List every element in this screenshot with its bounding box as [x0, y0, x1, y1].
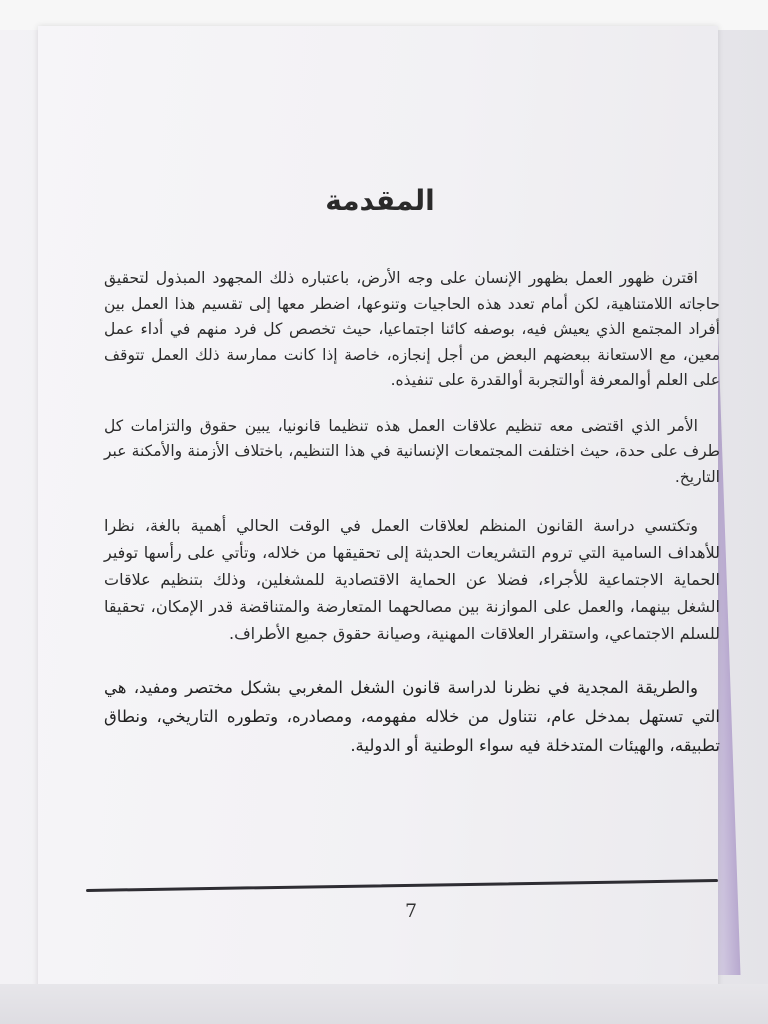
page-number: 7 [404, 900, 418, 922]
body-text [104, 266, 720, 780]
background-surface-bottom [0, 984, 768, 1024]
paragraph-1: اقترن ظهور العمل بظهور الإنسان على وجه الأرض، باعتباره ذلك المجهود المبذول لتحقيق حاجاته اللامتناهية، لكن أمام تعدد هذه الحاجيات وتنوعها، اضطر معها إلى تقسيم هذا العمل بين أفراد المجتمع الذي يعيش فيه، بوصفه كائنا اجتماعيا، حيث تخصص كل فرد منهم في أداء عمل معين، مع الاستعانة ببعضهم البعض من أجل إنجازه، خاصة إذا كانت ممارسة ذلك العمل تتوقف على العلم أوالمعرفة أوالتجربة أوالقدرة على تنفيذه. [104, 269, 720, 389]
paragraph-3: وتكتسي دراسة القانون المنظم لعلاقات العمل في الوقت الحالي أهمية بالغة، نظرا للأهداف السامية التي تروم التشريعات الحديثة إلى تحقيقها من خلاله، وتأتي على رأسها توفير الحماية الاجتماعية للأجراء، فضلا عن الحماية الاقتصادية للمشغلين، وذلك بتنظيم علاقات الشغل بينهما، والعمل على الموازنة بين مصالحهما المتعارضة والمتناقضة قدر الإمكان، تحقيقا للسلم الاجتماعي، واستقرار العلاقات المهنية، وصيانة حقوق جميع الأطراف. [104, 516, 720, 643]
chapter-title: المقدمة [325, 184, 435, 217]
paragraph-2: الأمر الذي اقتضى معه تنظيم علاقات العمل هذه تنظيما قانونيا، يبين حقوق والتزامات كل طرف على حدة، حيث اختلفت المجتمعات الإنسانية في هذا التنظيم، باختلاف الأزمنة والأمكنة عبر التاريخ. [104, 416, 720, 486]
paragraph-4: والطريقة المجدية في نظرنا لدراسة قانون الشغل المغربي بشكل مختصر ومفيد، هي التي تستهل بمدخل عام، نتناول من خلاله مفهومه، ومصادره، وتطوره التاريخي، ونطاق تطبيقه، والهيئات المتدخلة فيه سواء الوطنية أو الدولية. [104, 678, 720, 755]
